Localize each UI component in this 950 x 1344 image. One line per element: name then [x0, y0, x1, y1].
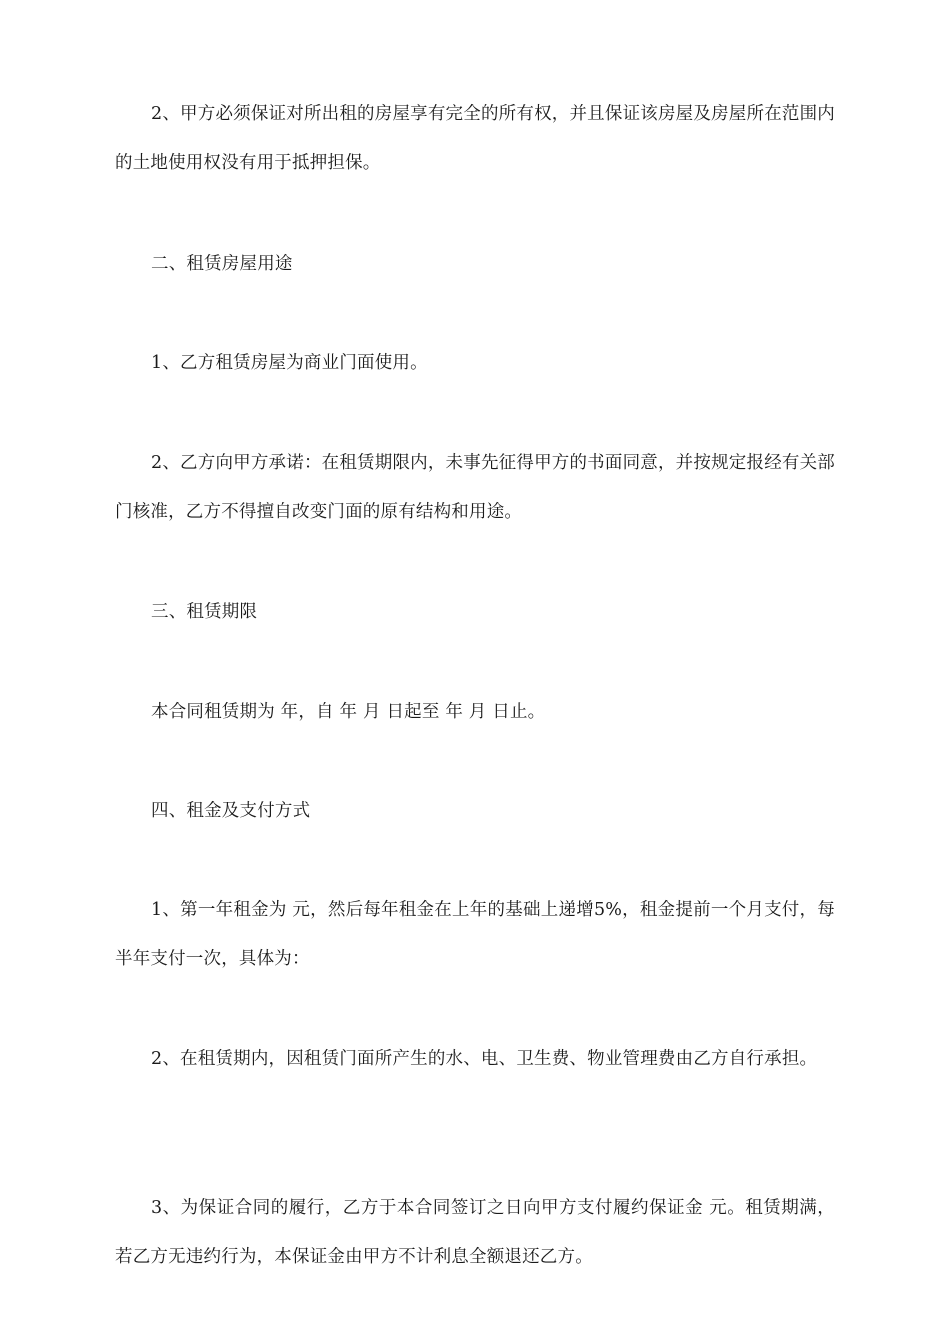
- clause-no-alteration: 2、乙方向甲方承诺：在租赁期限内，未事先征得甲方的书面同意，并按规定报经有关部门核准，乙方不得擅自改变门面的原有结构和用途。: [115, 453, 835, 522]
- section-heading-usage: 二、租赁房屋用途: [151, 254, 293, 274]
- clause-ownership-guarantee: 2、甲方必须保证对所出租的房屋享有完全的所有权，并且保证该房屋及房屋所在范围内的土地使用权没有用于抵押担保。: [115, 104, 835, 173]
- clause-rent-amount: 1、第一年租金为 元，然后每年租金在上年的基础上递增5%，租金提前一个月支付，每半年支付一次，具体为：: [115, 900, 835, 969]
- clause-security-deposit: 3、为保证合同的履行，乙方于本合同签订之日向甲方支付履约保证金 元。租赁期满，若乙方无违约行为，本保证金由甲方不计利息全额退还乙方。: [115, 1198, 835, 1267]
- section-heading-rent: 四、租金及支付方式: [151, 801, 311, 821]
- clause-commercial-use: 1、乙方租赁房屋为商业门面使用。: [151, 353, 428, 373]
- clause-lease-term: 本合同租赁期为 年，自 年 月 日起至 年 月 日止。: [151, 702, 546, 722]
- clause-utility-fees: 2、在租赁期内，因租赁门面所产生的水、电、卫生费、物业管理费由乙方自行承担。: [151, 1049, 818, 1069]
- section-heading-term: 三、租赁期限: [151, 602, 258, 622]
